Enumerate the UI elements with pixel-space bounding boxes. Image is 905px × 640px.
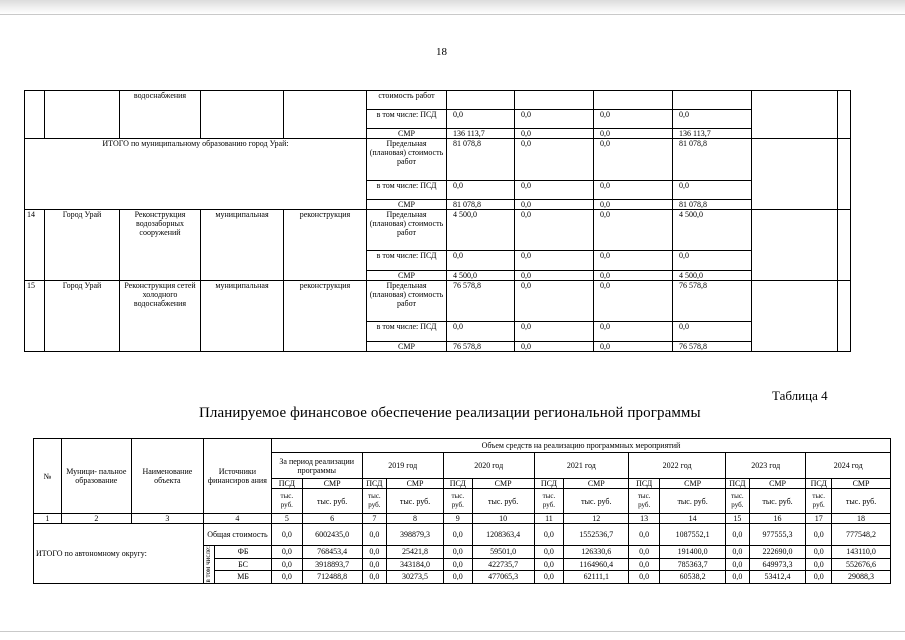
- value-cell: 0,0: [594, 251, 673, 271]
- value-cell: 0,0: [515, 129, 594, 139]
- col-header-source: Источники финансиров ания: [203, 439, 271, 514]
- column-number: 12: [564, 514, 629, 524]
- value-cell: 222690,0: [749, 546, 806, 559]
- unit-label: тыс. руб.: [564, 489, 629, 514]
- column-number: 9: [443, 514, 472, 524]
- cost-type: в том числе: ПСД: [367, 322, 447, 342]
- ownership: муниципальная: [201, 281, 284, 352]
- column-number: 8: [387, 514, 444, 524]
- value-cell: 0,0: [447, 251, 515, 271]
- table-row: [25, 139, 851, 181]
- value-cell: 0,0: [443, 546, 472, 559]
- value-cell: 0,0: [806, 571, 832, 584]
- value-cell: 76 578,8: [673, 281, 752, 322]
- col-header-psd: ПСД: [534, 479, 564, 489]
- value-cell: 477065,3: [472, 571, 534, 584]
- cost-type: Предельная (плановая) стоимость работ: [367, 281, 447, 322]
- value-cell: 0,0: [443, 558, 472, 571]
- value-cell: 0,0: [726, 524, 750, 546]
- unit-label: тыс. руб.: [629, 489, 660, 514]
- value-cell: 81 078,8: [673, 139, 752, 181]
- value-cell: 191400,0: [660, 546, 726, 559]
- col-header-year: 2023 год: [726, 453, 806, 479]
- value-cell: 76 578,8: [447, 342, 515, 352]
- col-header-year: 2022 год: [629, 453, 726, 479]
- value-cell: 0,0: [447, 110, 515, 129]
- scan-edge-shadow: [0, 0, 905, 14]
- cost-type: СМР: [367, 342, 447, 352]
- value-cell: 62111,1: [564, 571, 629, 584]
- table-row: [25, 91, 851, 110]
- value-cell: 136 113,7: [447, 129, 515, 139]
- value-cell: 0,0: [594, 200, 673, 210]
- value-cell: 136 113,7: [673, 129, 752, 139]
- value-cell: 768453,4: [302, 546, 362, 559]
- column-number: 10: [472, 514, 534, 524]
- value-cell: 777548,2: [832, 524, 891, 546]
- value-cell: 6002435,0: [302, 524, 362, 546]
- value-cell: 29088,3: [832, 571, 891, 584]
- value-cell: 4 500,0: [673, 271, 752, 281]
- column-number: 2: [61, 514, 131, 524]
- value-cell: 0,0: [594, 322, 673, 342]
- value-cell: 76 578,8: [673, 342, 752, 352]
- value-cell: 25421,8: [387, 546, 444, 559]
- page-number: 18: [436, 46, 447, 58]
- value-cell: 0,0: [629, 571, 660, 584]
- value-cell: 0,0: [726, 546, 750, 559]
- work-kind: реконструкция: [284, 210, 367, 281]
- section-heading: Планируемое финансовое обеспечение реализации региональной программы: [199, 405, 701, 421]
- value-cell: 3918893,7: [302, 558, 362, 571]
- value-cell: 81 078,8: [447, 139, 515, 181]
- value-cell: 552676,6: [832, 558, 891, 571]
- source-name: МБ: [215, 571, 272, 584]
- value-cell: 0,0: [515, 342, 594, 352]
- value-cell: 0,0: [806, 524, 832, 546]
- value-cell: 0,0: [515, 322, 594, 342]
- col-header-period: За период реализации программы: [271, 453, 362, 479]
- unit-label: тыс. руб.: [302, 489, 362, 514]
- value-cell: 76 578,8: [447, 281, 515, 322]
- unit-label: тыс. руб.: [387, 489, 444, 514]
- col-header-smr: СМР: [472, 479, 534, 489]
- source-name: ФБ: [215, 546, 272, 559]
- value-cell: 0,0: [594, 129, 673, 139]
- unit-label: тыс. руб.: [806, 489, 832, 514]
- column-number: 14: [660, 514, 726, 524]
- col-header-smr: СМР: [302, 479, 362, 489]
- value-cell: 1087552,1: [660, 524, 726, 546]
- value-cell: 0,0: [629, 558, 660, 571]
- col-header-year: 2020 год: [443, 453, 534, 479]
- value-cell: 0,0: [515, 251, 594, 271]
- table-row: [25, 281, 851, 322]
- unit-label: тыс. руб.: [443, 489, 472, 514]
- column-number: 13: [629, 514, 660, 524]
- value-cell: 0,0: [443, 524, 472, 546]
- unit-label: тыс. руб.: [472, 489, 534, 514]
- value-cell: 0,0: [594, 139, 673, 181]
- unit-label: тыс. руб.: [362, 489, 387, 514]
- value-cell: 0,0: [673, 251, 752, 271]
- cost-type: СМР: [367, 200, 447, 210]
- value-cell: 785363,7: [660, 558, 726, 571]
- value-cell: 81 078,8: [447, 200, 515, 210]
- column-number: 1: [34, 514, 62, 524]
- value-cell: 0,0: [726, 571, 750, 584]
- cost-type: в том числе: ПСД: [367, 110, 447, 129]
- unit-label: тыс. руб.: [832, 489, 891, 514]
- value-cell: 0,0: [629, 546, 660, 559]
- value-cell: 81 078,8: [673, 200, 752, 210]
- col-header-municipality: Муници- пальное образование: [61, 439, 131, 514]
- source-total: Общая стоимость: [203, 524, 271, 546]
- cost-type: в том числе: ПСД: [367, 181, 447, 200]
- value-cell: 0,0: [534, 546, 564, 559]
- object-name: водоснабжения: [120, 91, 201, 139]
- objects-table: [24, 90, 851, 352]
- value-cell: 0,0: [534, 524, 564, 546]
- value-cell: 0,0: [515, 139, 594, 181]
- value-cell: 143110,0: [832, 546, 891, 559]
- col-header-smr: СМР: [564, 479, 629, 489]
- value-cell: 0,0: [271, 524, 302, 546]
- value-cell: 0,0: [362, 524, 387, 546]
- column-number: 7: [362, 514, 387, 524]
- value-cell: 649973,3: [749, 558, 806, 571]
- value-cell: 30273,5: [387, 571, 444, 584]
- col-header-smr: СМР: [832, 479, 891, 489]
- col-header-psd: ПСД: [629, 479, 660, 489]
- col-header-psd: ПСД: [443, 479, 472, 489]
- col-header-psd: ПСД: [271, 479, 302, 489]
- value-cell: 0,0: [726, 558, 750, 571]
- value-cell: 4 500,0: [673, 210, 752, 251]
- col-header-smr: СМР: [749, 479, 806, 489]
- col-header-number: №: [34, 439, 62, 514]
- cost-type: СМР: [367, 129, 447, 139]
- object-name: Реконструкция водозаборных сооружений: [120, 210, 201, 281]
- municipality: Город Урай: [45, 210, 120, 281]
- value-cell: 0,0: [534, 571, 564, 584]
- value-cell: 4 500,0: [447, 210, 515, 251]
- value-cell: 1552536,7: [564, 524, 629, 546]
- value-cell: 0,0: [362, 571, 387, 584]
- column-number-row: [34, 514, 891, 524]
- col-header-object: Наименование объекта: [131, 439, 203, 514]
- row-number: 14: [25, 210, 45, 281]
- ownership: муниципальная: [201, 210, 284, 281]
- col-header-psd: ПСД: [726, 479, 750, 489]
- value-cell: 0,0: [594, 210, 673, 251]
- col-header-psd: ПСД: [362, 479, 387, 489]
- value-cell: 977555,3: [749, 524, 806, 546]
- unit-label: тыс. руб.: [534, 489, 564, 514]
- value-cell: 60538,2: [660, 571, 726, 584]
- subrows-label: в том числе:: [203, 546, 214, 584]
- value-cell: 343184,0: [387, 558, 444, 571]
- value-cell: 0,0: [271, 571, 302, 584]
- financing-table: [33, 438, 891, 584]
- value-cell: 0,0: [594, 281, 673, 322]
- value-cell: 0,0: [443, 571, 472, 584]
- cost-type: Предельная (плановая) стоимость работ: [367, 210, 447, 251]
- cost-type: Предельная (плановая) стоимость работ: [367, 139, 447, 181]
- source-name: БС: [215, 558, 272, 571]
- work-kind: реконструкция: [284, 281, 367, 352]
- value-cell: 0,0: [806, 546, 832, 559]
- value-cell: 0,0: [515, 181, 594, 200]
- column-number: 16: [749, 514, 806, 524]
- col-header-year: 2024 год: [806, 453, 891, 479]
- column-number: 5: [271, 514, 302, 524]
- value-cell: 53412,4: [749, 571, 806, 584]
- table-row: [25, 210, 851, 251]
- scan-bottom-line: [0, 631, 905, 632]
- col-header-year: 2021 год: [534, 453, 629, 479]
- object-name: Реконструкция сетей холодного водоснабжения: [120, 281, 201, 352]
- value-cell: 0,0: [534, 558, 564, 571]
- subtotal-label: ИТОГО по муниципальному образованию город Урай:: [25, 139, 367, 210]
- value-cell: 59501,0: [472, 546, 534, 559]
- scan-edge-line: [0, 14, 905, 15]
- value-cell: 0,0: [515, 271, 594, 281]
- value-cell: 0,0: [594, 181, 673, 200]
- value-cell: 398879,3: [387, 524, 444, 546]
- value-cell: 0,0: [447, 181, 515, 200]
- column-number: 15: [726, 514, 750, 524]
- value-cell: 0,0: [515, 210, 594, 251]
- value-cell: 0,0: [271, 558, 302, 571]
- value-cell: 0,0: [673, 181, 752, 200]
- col-header-smr: СМР: [387, 479, 444, 489]
- value-cell: 0,0: [515, 281, 594, 322]
- value-cell: 0,0: [515, 110, 594, 129]
- column-number: 3: [131, 514, 203, 524]
- col-header-year: 2019 год: [362, 453, 443, 479]
- value-cell: 422735,7: [472, 558, 534, 571]
- value-cell: 1208363,4: [472, 524, 534, 546]
- value-cell: 0,0: [594, 271, 673, 281]
- col-header-smr: СМР: [660, 479, 726, 489]
- value-cell: 126330,6: [564, 546, 629, 559]
- row-number: 15: [25, 281, 45, 352]
- cost-type: стоимость работ: [367, 91, 447, 110]
- municipality: Город Урай: [45, 281, 120, 352]
- column-number: 11: [534, 514, 564, 524]
- value-cell: 0,0: [806, 558, 832, 571]
- unit-label: тыс. руб.: [726, 489, 750, 514]
- unit-label: тыс. руб.: [749, 489, 806, 514]
- table-header-row: [34, 439, 891, 453]
- value-cell: 1164960,4: [564, 558, 629, 571]
- col-header-psd: ПСД: [806, 479, 832, 489]
- value-cell: 0,0: [594, 342, 673, 352]
- column-number: 4: [203, 514, 271, 524]
- value-cell: 0,0: [447, 322, 515, 342]
- column-number: 6: [302, 514, 362, 524]
- col-header-group: Объем средств на реализацию программных мероприятий: [271, 439, 890, 453]
- table-label: Таблица 4: [772, 388, 828, 403]
- value-cell: 0,0: [673, 322, 752, 342]
- column-number: 18: [832, 514, 891, 524]
- cost-type: СМР: [367, 271, 447, 281]
- table-row: [34, 524, 891, 546]
- value-cell: 4 500,0: [447, 271, 515, 281]
- value-cell: 0,0: [515, 200, 594, 210]
- value-cell: 0,0: [271, 546, 302, 559]
- value-cell: 712488,8: [302, 571, 362, 584]
- value-cell: 0,0: [673, 110, 752, 129]
- cost-type: в том числе: ПСД: [367, 251, 447, 271]
- value-cell: 0,0: [594, 110, 673, 129]
- column-number: 17: [806, 514, 832, 524]
- unit-label: тыс. руб.: [271, 489, 302, 514]
- value-cell: 0,0: [362, 546, 387, 559]
- total-label: ИТОГО по автономному округу:: [34, 524, 204, 584]
- value-cell: 0,0: [362, 558, 387, 571]
- value-cell: 0,0: [629, 524, 660, 546]
- unit-label: тыс. руб.: [660, 489, 726, 514]
